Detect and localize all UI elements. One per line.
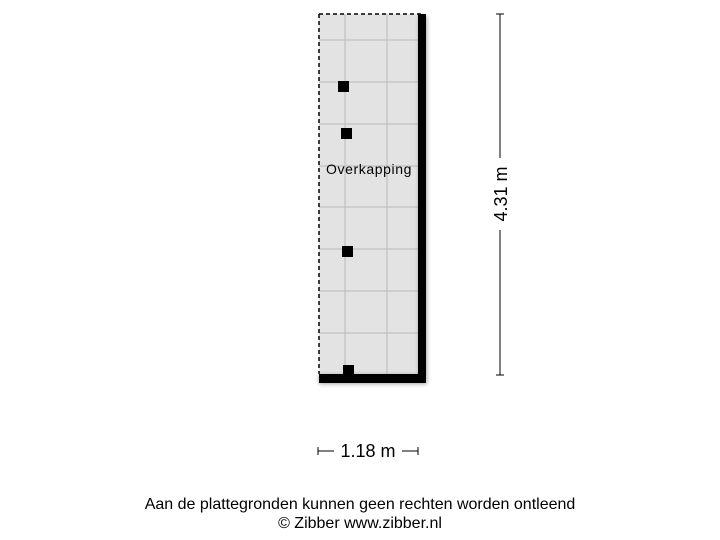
- room-label: Overkapping: [326, 161, 412, 177]
- width-dimension-label: 1.18 m: [340, 441, 396, 461]
- height-dimension-label: 4.31 m: [491, 166, 511, 222]
- column-post: [341, 128, 352, 139]
- room-floor: [319, 14, 420, 378]
- column-post: [343, 365, 354, 376]
- copyright-text: © Zibber www.zibber.nl: [278, 515, 442, 532]
- disclaimer-text: Aan de plattegronden kunnen geen rechten worden ontleend: [144, 496, 576, 513]
- column-post: [342, 246, 353, 257]
- column-post: [338, 81, 349, 92]
- wall-right: [418, 14, 426, 383]
- wall-bottom: [319, 374, 426, 383]
